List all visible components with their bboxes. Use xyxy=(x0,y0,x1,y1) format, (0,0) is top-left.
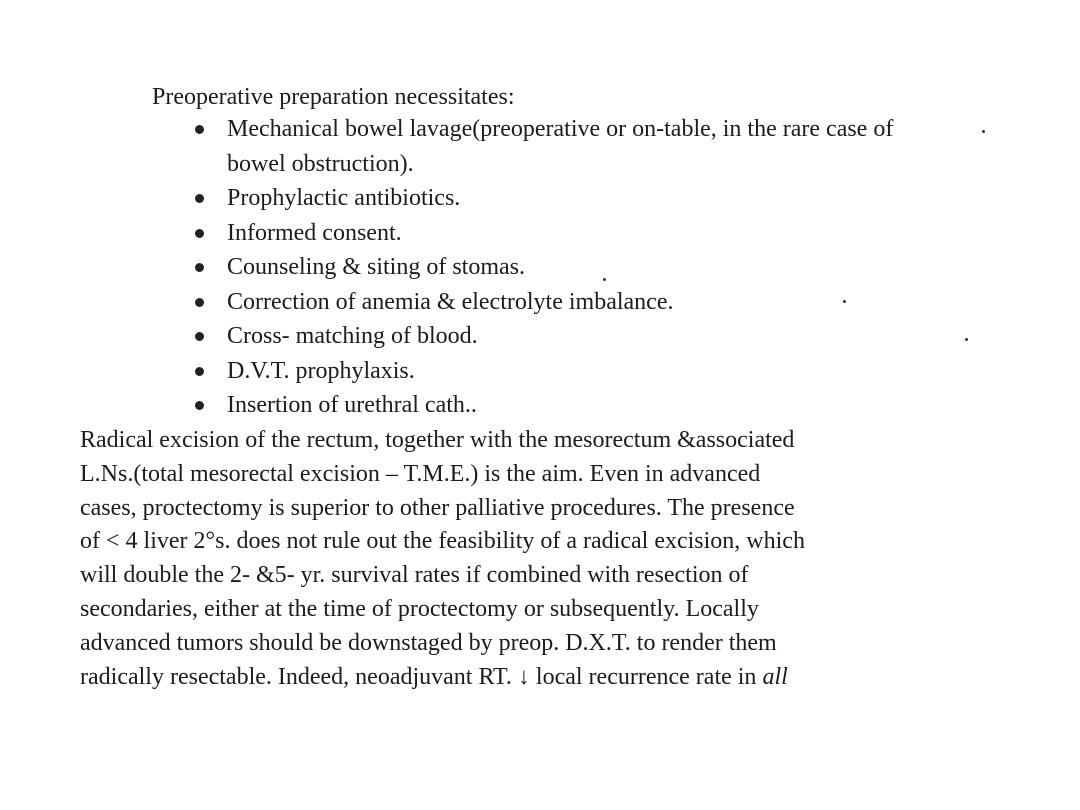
body-paragraph xyxy=(80,424,950,694)
list-item xyxy=(185,388,945,423)
paragraph-line: Radical excision of the rectum, together with the mesorectum &associated xyxy=(80,427,795,453)
italic-word: all xyxy=(762,663,788,690)
list-item-text: Informed consent. xyxy=(227,219,402,246)
scan-speck xyxy=(603,278,606,281)
scan-speck xyxy=(965,338,968,341)
list-item xyxy=(185,250,945,285)
paragraph-line: L.Ns.(total mesorectal excision – T.M.E.) is the aim. Even in advanced xyxy=(80,460,761,487)
list-item xyxy=(185,181,945,216)
list-item xyxy=(185,112,945,181)
bullet-icon xyxy=(195,332,204,341)
scan-speck xyxy=(982,130,985,133)
scan-speck xyxy=(843,300,846,303)
paragraph-line: of < 4 liver 2°s. does not rule out the feasibility of a radical excision, which xyxy=(80,528,805,555)
paragraph-line: cases, proctectomy is superior to other palliative procedures. The presence xyxy=(80,494,795,521)
list-item xyxy=(185,354,945,389)
list-item xyxy=(185,216,945,251)
list-item-text: Insertion of urethral cath.. xyxy=(227,392,477,418)
list-item xyxy=(185,319,945,354)
bullet-icon xyxy=(195,263,204,272)
paragraph-line: advanced tumors should be downstaged by preop. D.X.T. to render them xyxy=(80,629,777,656)
list-item-text: D.V.T. prophylaxis. xyxy=(227,357,415,384)
list-item-text: Prophylactic antibiotics. xyxy=(227,185,461,211)
paragraph-line-text: radically resectable. Indeed, neoadjuvant RT. ↓ local recurrence rate in xyxy=(80,663,757,690)
paragraph-line: will double the 2- &5- yr. survival rates if combined with resection of xyxy=(80,562,749,589)
bullet-icon xyxy=(195,125,204,134)
list-item-text: Cross- matching of blood. xyxy=(227,323,478,349)
bullet-icon xyxy=(195,367,204,376)
bullet-icon xyxy=(195,401,204,410)
section-heading: Preoperative preparation necessitates: xyxy=(152,84,515,110)
bullet-icon xyxy=(195,194,204,203)
bullet-icon xyxy=(195,229,204,238)
list-item-text: Mechanical bowel lavage(preoperative or on-table, in the rare case of bowel obstruction). xyxy=(227,116,894,177)
list-item-text: Correction of anemia & electrolyte imbalance. xyxy=(227,288,674,315)
list-item xyxy=(185,285,945,320)
paragraph-line: secondaries, either at the time of proctectomy or subsequently. Locally xyxy=(80,595,759,622)
bullet-icon xyxy=(195,298,204,307)
list-item-text: Counseling & siting of stomas. xyxy=(227,254,526,280)
preparation-list xyxy=(185,112,945,423)
paragraph-last-line xyxy=(80,661,950,695)
